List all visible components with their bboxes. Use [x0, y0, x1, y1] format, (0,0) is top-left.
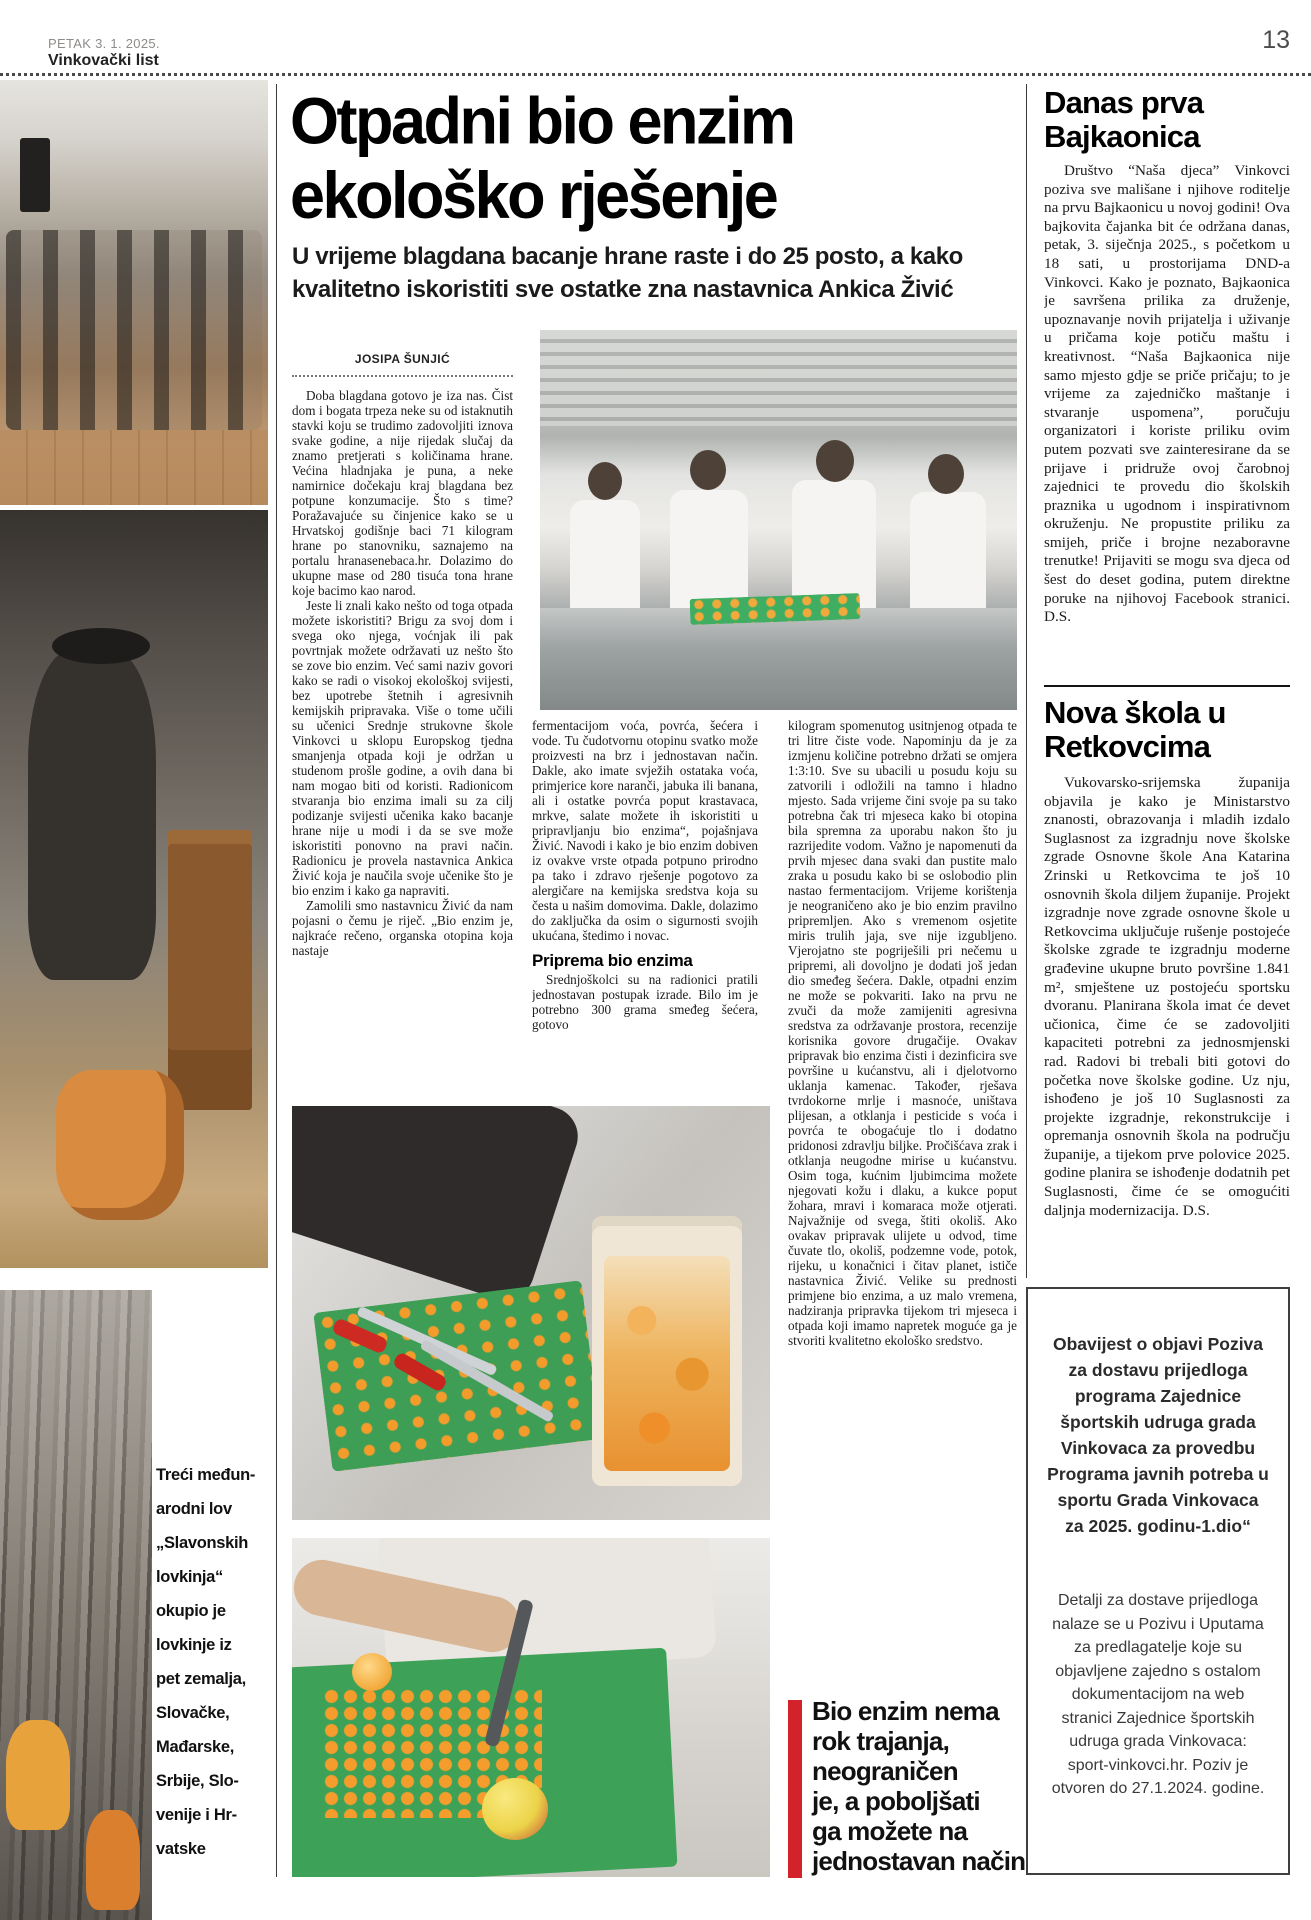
photo-forest-hunters [0, 1290, 152, 1920]
sidebar-column-divider [1026, 84, 1027, 1278]
body-paragraph: Društvo “Naša djeca” Vinkovci poziva sve mališane i njihove roditelje na prvu Bajkaonicu u novoj godini! Ova bajkovita čajanka bit će održana danas, petak, 3. siječnja 2025., s početkom u 18 sati, u prostorijama DND-a Vinkovci. Kako je poznato, Bajkaonica je savršena prilika za druženje, upoznavanje novih prijatelja i uživanje u pričama koje potiču maštu i kreativnost. “Naša Bajkaonica nije samo mjesto gdje se priče pričaju; to je vrijeme za zajedničko maštanje i stvaranje uspomena”, poručuju organizatori i koriste priliku ovim putem pozvati sve zainteresirane da se prijave i pridruže ovoj čarobnoj zajednici te provedu dio školskih praznika u ugodnom i inspirativnom okruženju. Ne propustite priliku za smijeh, priče i brojne nezaboravne trenutke! Prijaviti se mogu sva djeca od šest do deset godina, putem direktne poruke na njihovoj Facebook stranici. D.S. [1044, 162, 1290, 626]
sidebar-article1-title: Danas prva Bajkaonica [1044, 85, 1204, 154]
pull-quote-line: rok trajanja, [812, 1726, 949, 1756]
student-shape [910, 492, 986, 610]
sleeve-shape [292, 1106, 586, 1307]
article-byline: JOSIPA ŠUNJIĆ [354, 352, 451, 366]
photo-huntress-portrait [0, 510, 268, 1268]
head-shape [816, 440, 854, 482]
photo-kitchen-workshop [540, 330, 1017, 710]
caption-line: okupio je [156, 1602, 226, 1620]
pull-quote [812, 1696, 1024, 1876]
caption-line: Mađarske, [156, 1738, 235, 1756]
caption-line: Slovačke, [156, 1704, 230, 1722]
article-headline [290, 84, 1030, 234]
photo-caption [156, 1458, 256, 1866]
floor-shape [0, 430, 268, 505]
issue-date: PETAK 3. 1. 2025. [48, 36, 160, 51]
head-shape [928, 454, 964, 494]
notice-box-heading: Obavijest o objavi Poziva za dostavu prijedloga programa Zajednice športskih udruga grada Vinkovaca za provedbu Programa javnih potreba u sportu Grada Vinkovaca za 2025. godinu-1.dio“ [1047, 1334, 1269, 1536]
article-column-2 [532, 718, 758, 1102]
body-paragraph: kilogram spomenutog usitnjenog otpada te tri litre čiste vode. Napominju da je za izmjenu količine potrebno držati se omjera 1:3:10. Sve su ubacili u posudu koju su zatvorili i odložili na tamno i hladno mjesto. Sada vrijeme čini svoje pa su tako potrebna čak tri mjeseca kako bi otopina bila spremna za uporabu nakon što ju razrijedite vodom. Važno je napomenuti da prvih mjesec dana svaki dan pustite malo zraka u posudu kako bi se oslobodio plin nastao fermentacijom. Vrijeme korištenja je neograničeno ako je bio enzim pravilno pripremljen. Ako s vremenom osjetite miris trulih jaja, sve nije izgubljeno. Vjerojatno ste pogriješili pri nečemu u pripremi, ali dovoljno je dodati još jedan dio smeđeg šećera. Dakle, otpadni enzim ne može se pokvariti. Iako na prvu ne zvuči da može zamijeniti agresivna sredstva za održavanje prostora, recenzije korisnika govore drugačije. Ovakav pripravak bio enzima čisti i dezinficira sve površine u kućanstvu, ali i djelotvorno uklanja kamenac. Također, rješava tvrdokorne mrlje i masnoće, uništava plijesan, a otklanja i pesticide s voća i povrća te obogaćuje tlo i dodatno pridonosi zdravlju biljke. Pročišćava zrak i otklanja neugodne mirise u kućanstvu. Osim toga, kućnim ljubimcima možete njegovati kožu i dlaku, a kukce poput žohara, mravi i komaraca može otjerati. Najvažnije od svega, štiti okoliš. Ako ovakav pripravak ulijete u odvod, time čuvate tlo, okoliš, podzemne vode, potok, rijeku, u konačnici i čitav planet, ističe nastavnica Živić. Velike su prednosti primjene bio enzima, a uz malo vremena, nadziranja pripravka tijekom tri mjeseca i otpada koji imamo napretek moguće ga je stvoriti kvalitetno ekološko sredstvo. [788, 718, 1017, 1348]
pull-quote-line: ga možete na [812, 1816, 968, 1846]
chair-shape [168, 830, 252, 1110]
caption-line: „Slavonskih [156, 1534, 249, 1552]
notice-box-body: Detalji za dostave prijedloga nalaze se u Pozivu i Uputama za predlagatelje koje su objavljene zajedno s ostalom dokumentacijom na web stranici Zajednice športskih udruga grada Vinkovaca: sport-vinkovci.hr. Poziv je otvoren do 27.1.2024. godine. [1051, 1592, 1265, 1797]
figure-shape [28, 650, 156, 980]
cutting-board-shape [313, 1280, 600, 1472]
photo-chopping-bottle [292, 1106, 770, 1520]
photo-women-group [0, 80, 268, 505]
hunter-shape [86, 1810, 140, 1910]
caption-line: Srbije, Slo- [156, 1772, 239, 1790]
student-shape [792, 480, 876, 610]
orange-shape [352, 1653, 392, 1691]
body-paragraph: Jeste li znali kako nešto od toga otpada možete iskoristiti? Brigu za svoj dom i svega oko njega, voćnjak ili pak povrtnjak možete održavati uz nešto što se zove bio enzim. Već sami naziv govori kako se radi o visokoj ekološkoj svijesti, bez upotrebe štetnih i agresivnih kemijskih pripravaka. Više o tome učili su učenici Srednje strukovne škole Vinkovci u sklopu Europskog tjedna smanjenja otpada koji je održan u studenom prošle godine, a ovih dana bi nam mogao biti od koristi. Radionicom stvaranja bio enzima imali su za cilj podizanje svijesti učenika kako bacanje hrane nije u modi i da se sve može iskoristiti ponovno na pravi način. Radionicu je provela nastavnica Ankica Živić koja je naučila svoje učenike što je bio enzim i kako ga napraviti. [292, 598, 513, 898]
section-heading: Priprema bio enzima [532, 951, 693, 970]
sidebar-divider-rule [1044, 685, 1290, 687]
apple-shape [482, 1778, 548, 1840]
caption-line: lovkinje iz [156, 1636, 232, 1654]
backpack-shape [56, 1070, 184, 1220]
headline-line: ekološko rješenje [290, 159, 777, 233]
body-paragraph: Doba blagdana gotovo je iza nas. Čist dom i bogata trpeza neke su od istaknutih stavki koju se trudimo zadovoljiti iznova svake godine, a nije rijedak slučaj da znamo pretjerati s količinama hrane. Većina hladnjaka je puna, a neke namirnice dočekaju kraj blagdana bez potpune konzumacije. Što s time? Poražavajuće su činjenice kako se u Hrvatskoj godišnje baci 71 kilogram hrane po stanovniku, saznajemo na portalu hranasenebaca.hr. Dolazimo do ukupne mase od 280 tisuća tona hrane koje bacimo kao narod. [292, 388, 513, 598]
header-dotted-rule [0, 73, 1311, 76]
pull-quote-line: jednostavan način [812, 1846, 1026, 1876]
caption-line: pet zemalja, [156, 1670, 246, 1688]
pull-quote-line: Bio enzim nema [812, 1696, 999, 1726]
byline-dotted-rule [292, 375, 513, 377]
student-shape [670, 490, 748, 610]
caption-line: lovkinja“ [156, 1568, 223, 1586]
article-column-3 [788, 718, 1017, 1698]
notice-box [1026, 1287, 1290, 1875]
sidebar-article2-title: Nova škola u Retkovcima [1044, 695, 1226, 764]
student-shape [570, 500, 640, 610]
caption-line: venije i Hr- [156, 1806, 237, 1824]
figures-shape [6, 230, 262, 430]
pull-quote-line: neograničen [812, 1756, 958, 1786]
head-shape [588, 462, 622, 500]
body-paragraph: Srednjoškolci su na radionici pratili jednostavan postupak izrade. Bilo im je potrebno 300 grama smeđeg šećera, gotovo [532, 972, 758, 1032]
pull-quote-accent-bar [788, 1700, 802, 1878]
caption-line: vatske [156, 1840, 206, 1858]
caption-line: Treći međun- [156, 1466, 256, 1484]
body-paragraph: fermentacijom voća, povrća, šećera i vode. Tu čudotvornu otopinu svatko može proizvesti na brz i jednostavan način. Dakle, ako imate svježih ostataka voća, primjerice kore naranči, jabuka ili banana, ali i ostatke povrća poput krastavaca, mrkve, salate možete ih iskoristiti u pripravljanju bio enzima“, pojašnjava Živić. Navodi i kako je bio enzim dobiven iz ovakve vrste otpada potpuno prirodno pa tako i zdravo rješenje pogotovo za alergičare na kemijska sredstva koja su česta u našim domovima. Dakle, dolazimo do zaključka da osim o sigurnosti svojih ukućana, štedimo i novac. [532, 718, 758, 943]
article-subheadline: U vrijeme blagdana bacanje hrane raste i do 25 posto, a kako kvalitetno iskoristiti sve ostatke zna nastavnica Ankica Živić [292, 243, 963, 303]
hunter-shape [6, 1720, 70, 1830]
hat-shape [52, 628, 150, 664]
publication-title: Vinkovački list [48, 52, 159, 69]
caption-line: arodni lov [156, 1500, 232, 1518]
jar-peels-shape [604, 1256, 730, 1471]
counter-shape [540, 608, 1017, 710]
body-paragraph: Zamolili smo nastavnicu Živić da nam pojasni o čemu je riječ. „Bio enzim je, najkraće rečeno, organska otopina koja nastaje [292, 898, 513, 958]
head-shape [690, 450, 726, 490]
pull-quote-line: je, a poboljšati [812, 1786, 980, 1816]
speaker-shape [20, 138, 50, 212]
sidebar-article2-body [1044, 774, 1290, 1274]
main-column-divider [276, 84, 277, 1877]
body-paragraph: Vukovarsko-srijemska županija objavila je kako je Ministarstvo znanosti, obrazovanja i mladih izdalo Suglasnost za izgradnju nove školske zgrade Osnovne škole Ana Katarina Zrinski u Retkovcima te još 10 osnovnih škola diljem županije. Projekt izgradnje nove zgrade osnovne škole u Retkovcima uključuje rušenje postojeće školske zgrade te izgradnju moderne građevine ukupne bruto površine 1.841 m², smještene uz postojeću sportsku dvoranu. Planirana škola imat će devet učionica, čime će se zadovoljiti kapaciteti potrebni za jednosmjenski rad. Radovi bi trebali biti gotovi do početka nove školske godine. Uz nju, ishođeno je još 10 Suglasnosti za projekte izgradnje, rekonstrukcije i opremanja osnovnih škola na području županije, a tijekom prve polovice 2025. godine planira se ishođenje dodatnih pet Suglasnosti, čime će se omogućiti daljnja modernizacija. D.S. [1044, 774, 1290, 1219]
photo-chopped-oranges-apple [292, 1538, 770, 1877]
headline-line: Otpadni bio enzim [290, 85, 794, 158]
page-number: 13 [1262, 26, 1290, 54]
article-column-1 [292, 388, 513, 1068]
kitchen-hood-shape [540, 330, 1017, 426]
sidebar-article1-body [1044, 162, 1290, 682]
